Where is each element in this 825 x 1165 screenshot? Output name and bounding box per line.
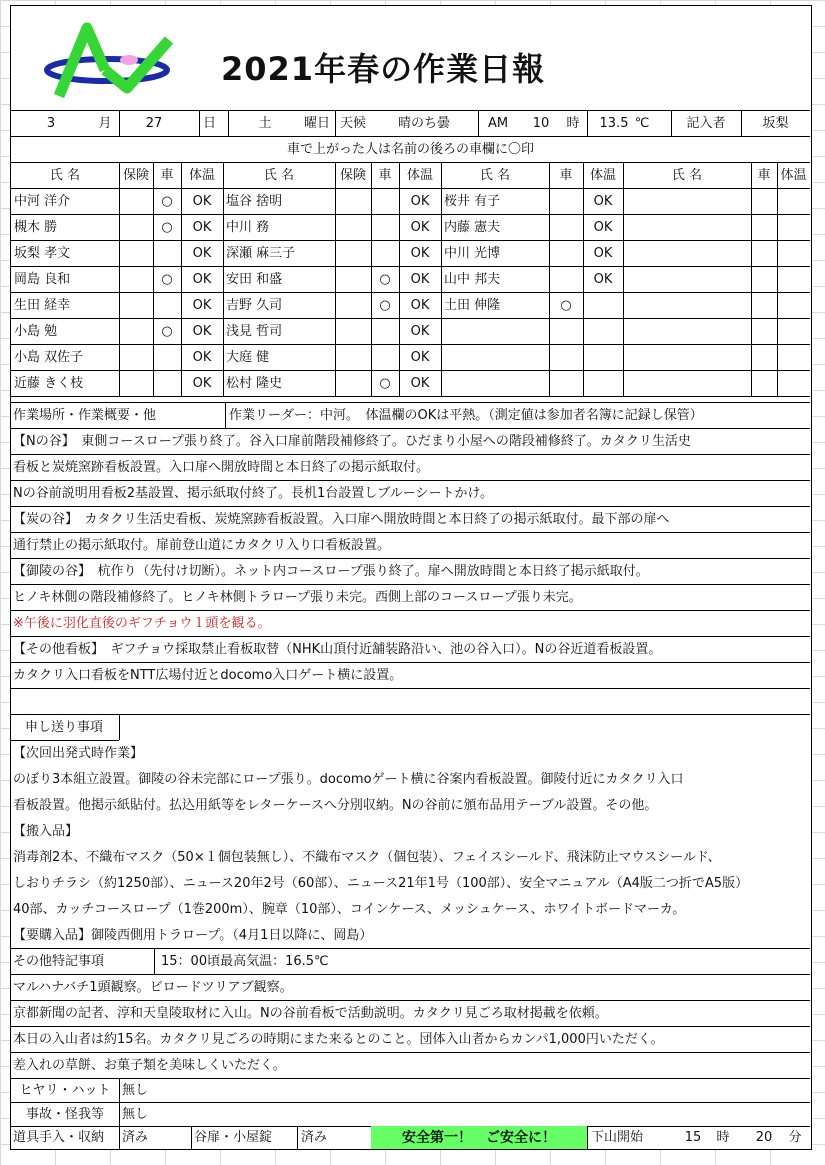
table-cell-name[interactable]: 小島 勉	[14, 323, 58, 339]
table-header-name: 氏 名	[671, 167, 703, 183]
rule-line	[119, 1102, 120, 1126]
table-cell-car[interactable]	[751, 370, 777, 396]
table-cell-insurance[interactable]	[335, 292, 371, 318]
table-cell-name[interactable]: 浅見 哲司	[226, 323, 283, 339]
table-cell-car[interactable]	[549, 344, 583, 370]
table-cell-temp[interactable]: OK	[410, 245, 430, 261]
table-cell-name[interactable]	[441, 344, 549, 370]
day-value[interactable]: 27	[145, 115, 163, 131]
temperature-value[interactable]: 13.5	[599, 115, 629, 131]
rule-line	[223, 162, 224, 396]
table-cell-car[interactable]	[371, 318, 399, 344]
table-cell-name[interactable]: 槻木 勝	[14, 219, 58, 235]
lock-value[interactable]: 済み	[301, 1130, 328, 1145]
tools-value[interactable]: 済み	[122, 1130, 149, 1145]
table-cell-car[interactable]	[153, 240, 181, 266]
table-cell-insurance[interactable]	[119, 318, 153, 344]
table-header-temp: 体温	[188, 167, 215, 183]
accident-label: 事故・怪我等	[25, 1106, 104, 1122]
table-cell-name[interactable]: 安田 和盛	[226, 271, 283, 287]
rule-line	[191, 1126, 192, 1149]
table-cell-temp[interactable]: OK	[410, 323, 430, 339]
table-cell-insurance[interactable]	[335, 266, 371, 292]
table-cell-temp[interactable]: OK	[192, 375, 212, 391]
table-cell-temp[interactable]	[777, 214, 810, 240]
table-cell-temp[interactable]: OK	[410, 193, 430, 209]
table-cell-car[interactable]: ○	[161, 193, 173, 209]
table-header-name: 氏 名	[49, 167, 81, 183]
table-cell-car[interactable]	[549, 188, 583, 214]
table-cell-car[interactable]: ○	[161, 271, 173, 287]
table-cell-name[interactable]	[441, 370, 549, 396]
rule-line	[181, 162, 182, 396]
special-notes-temperature: 15：00頃最高気温：16.5℃	[161, 953, 329, 969]
table-cell-car[interactable]: ○	[161, 323, 173, 339]
table-cell-temp[interactable]	[583, 292, 623, 318]
table-header-car: 車	[378, 167, 392, 183]
table-cell-car[interactable]	[153, 344, 181, 370]
descent-label: 下山開始	[591, 1130, 644, 1145]
table-cell-car[interactable]	[371, 214, 399, 240]
table-header-car: 車	[559, 167, 573, 183]
table-cell-name[interactable]: 吉野 久司	[226, 297, 283, 313]
table-cell-temp[interactable]: OK	[192, 271, 212, 287]
table-cell-name[interactable]	[623, 214, 751, 240]
table-cell-temp[interactable]	[777, 344, 810, 370]
weekday-value[interactable]: 土	[258, 115, 272, 131]
work-line: 通行禁止の掲示紙取付。扉前登山道にカタクリ入り口看板設置。	[13, 537, 391, 553]
table-cell-temp[interactable]: OK	[192, 297, 212, 313]
table-cell-insurance[interactable]	[119, 240, 153, 266]
rule-line	[335, 162, 336, 396]
table-cell-name[interactable]: 深瀬 麻三子	[226, 245, 296, 261]
special-note-line: 差入れの草餅、お菓子類を美味しくいただく。	[13, 1057, 286, 1073]
table-cell-name[interactable]: 生田 経幸	[14, 297, 71, 313]
table-cell-temp[interactable]: OK	[410, 271, 430, 287]
handover-line: 消毒剤2本、不織布マスク（50×１個包装無し）、不織布マスク（個包装）、フェイスシールド、飛沫防止マウスシールド、	[13, 849, 721, 865]
work-leader-note: 作業リーダー：中河。 体温欄のOKは平熱。（測定値は参加者名簿に記録し保管）	[229, 407, 703, 423]
table-cell-temp[interactable]: OK	[192, 219, 212, 235]
table-cell-car[interactable]	[371, 240, 399, 266]
rule-line	[11, 714, 810, 715]
rule-line	[583, 162, 584, 396]
handover-line: のぼり3本組立設置。御陵の谷未完部にロープ張り。docomoゲート横に谷案内看板設置。御陵付近にカタクリ入口	[13, 771, 684, 787]
rule-line	[587, 1126, 588, 1149]
table-cell-car[interactable]	[751, 292, 777, 318]
recorder-label: 記入者	[686, 115, 726, 131]
descent-minute[interactable]: 20	[755, 1130, 773, 1145]
handover-line: しおりチラシ（約1250部）、ニュース20年2号（60部）、ニュース21年1号（100部）、安全マニュアル（A4版二つ折でA5版）	[13, 875, 749, 891]
table-cell-car[interactable]	[371, 344, 399, 370]
table-cell-temp[interactable]	[583, 370, 623, 396]
table-cell-insurance[interactable]	[119, 266, 153, 292]
month-label: 月	[98, 115, 112, 131]
table-cell-temp[interactable]	[777, 318, 810, 344]
table-cell-temp[interactable]	[583, 318, 623, 344]
hour-label: 時	[566, 115, 580, 131]
rule-line	[119, 1126, 120, 1149]
work-line: 看板と炭焼窯跡看板設置。入口扉へ開放時間と本日終了の掲示紙取付。	[13, 459, 430, 475]
rule-line	[119, 1078, 120, 1102]
table-cell-name[interactable]: 桜井 有子	[444, 193, 501, 209]
hour-value[interactable]: 10	[532, 115, 550, 131]
table-cell-car[interactable]	[153, 370, 181, 396]
tools-label: 道具手入・収納	[13, 1130, 105, 1145]
table-header-temp: 体温	[406, 167, 433, 183]
rule-line	[11, 266, 810, 267]
car-note: 車で上がった人は名前の後ろの車欄に〇印	[286, 141, 534, 157]
table-header-car: 車	[757, 167, 771, 183]
table-cell-insurance[interactable]	[119, 188, 153, 214]
logo-icon	[41, 18, 176, 100]
rule-line	[371, 162, 372, 396]
table-cell-name[interactable]: 近藤 きく枝	[14, 375, 84, 391]
table-cell-name[interactable]: 中河 洋介	[14, 193, 71, 209]
rule-line	[11, 318, 810, 319]
special-note-line: 京都新聞の記者、淳和天皇陵取材に入山。Nの谷前看板で活動説明。カタクリ見ごろ取材掲載を依頼。	[13, 1005, 608, 1021]
work-line: ヒノキ林側の階段補修終了。ヒノキ林側トラロープ張り未完。西側上部のコースロープ張り未完。	[13, 589, 582, 605]
table-cell-car[interactable]	[549, 240, 583, 266]
work-line: Nの谷前説明用看板2基設置、掲示紙取付終了。長机1台設置しブルーシートかけ。	[13, 485, 493, 501]
special-notes-label: その他特記事項	[13, 953, 105, 969]
rule-line	[119, 162, 120, 396]
table-cell-car[interactable]	[751, 344, 777, 370]
table-cell-temp[interactable]	[777, 370, 810, 396]
rule-line	[11, 344, 810, 345]
weather-label: 天候	[339, 115, 366, 131]
work-line: 【御陵の谷】 杭作り（先付け切断）。ネット内コースロープ張り終了。扉へ開放時間と本日終了掲示紙取付。	[13, 563, 649, 579]
table-cell-car[interactable]	[549, 214, 583, 240]
rule-line	[441, 162, 442, 396]
table-cell-temp[interactable]: OK	[593, 245, 613, 261]
table-cell-insurance[interactable]	[119, 344, 153, 370]
weather-value[interactable]: 晴のち曇	[397, 115, 450, 131]
table-cell-temp[interactable]: OK	[410, 349, 430, 365]
hiyari-hatto-label: ヒヤリ・ハット	[19, 1082, 111, 1098]
table-cell-car[interactable]: ○	[161, 219, 173, 235]
table-cell-car[interactable]	[371, 188, 399, 214]
rule-line	[11, 240, 810, 241]
recorder-value[interactable]: 坂梨	[762, 115, 789, 131]
rule-line	[119, 714, 120, 740]
table-cell-temp[interactable]	[777, 266, 810, 292]
table-cell-name[interactable]: 坂梨 孝文	[14, 245, 71, 261]
table-cell-car[interactable]	[751, 266, 777, 292]
rule-line	[11, 214, 810, 215]
table-cell-temp[interactable]: OK	[192, 349, 212, 365]
table-cell-name[interactable]	[623, 370, 751, 396]
rule-line	[623, 162, 624, 396]
table-cell-temp[interactable]	[777, 292, 810, 318]
table-cell-name[interactable]: 山中 邦夫	[444, 271, 501, 287]
table-cell-name[interactable]: 内藤 憲夫	[444, 219, 501, 235]
table-cell-insurance[interactable]	[335, 188, 371, 214]
table-cell-name[interactable]	[441, 318, 549, 344]
table-cell-temp[interactable]	[777, 188, 810, 214]
table-header-insurance: 保険	[122, 167, 149, 183]
work-line: 【Nの谷】 東側コースロープ張り終了。谷入口扉前階段補修終了。ひだまり小屋への階段補修終了。カタクリ生活史	[13, 433, 691, 449]
table-cell-car[interactable]	[549, 318, 583, 344]
rule-line	[297, 1126, 298, 1149]
table-cell-car[interactable]	[751, 318, 777, 344]
special-note-line: 本日の入山者は約15名。カタクリ見ごろの時期にまた来るとのこと。団体入山者からカンパ1,000円いただく。	[13, 1031, 664, 1047]
table-cell-car[interactable]	[549, 266, 583, 292]
ampm-value[interactable]: AM	[487, 115, 509, 131]
table-cell-name[interactable]	[623, 344, 751, 370]
daily-report-form	[10, 5, 812, 1150]
rule-line	[399, 162, 400, 396]
handover-line: 【搬入品】	[13, 823, 79, 839]
rule-line	[11, 370, 810, 371]
table-cell-temp[interactable]: OK	[593, 271, 613, 287]
table-cell-temp[interactable]: OK	[593, 219, 613, 235]
rule-line	[549, 162, 550, 396]
accident-value[interactable]: 無し	[122, 1106, 149, 1122]
hour-unit: 時	[716, 1130, 730, 1145]
table-cell-car[interactable]	[751, 188, 777, 214]
work-line: 【炭の谷】 カタクリ生活史看板、炭焼窯跡看板設置。入口扉へ開放時間と本日終了の掲示紙取付。最下部の扉へ	[13, 511, 670, 527]
table-cell-temp[interactable]: OK	[192, 193, 212, 209]
table-cell-name[interactable]	[623, 266, 751, 292]
rule-line	[11, 292, 810, 293]
table-cell-insurance[interactable]	[119, 292, 153, 318]
rule-line	[225, 402, 226, 428]
table-cell-name[interactable]	[623, 240, 751, 266]
table-cell-temp[interactable]	[583, 344, 623, 370]
temperature-unit: ℃	[634, 115, 650, 131]
handover-label: 申し送り事項	[25, 719, 104, 735]
table-cell-name[interactable]: 土田 伸隆	[444, 297, 501, 313]
table-cell-temp[interactable]: OK	[410, 219, 430, 235]
table-cell-name[interactable]: 大庭 健	[226, 349, 270, 365]
table-header-insurance: 保険	[339, 167, 366, 183]
table-cell-insurance[interactable]	[119, 370, 153, 396]
table-cell-car[interactable]: ○	[379, 375, 391, 391]
rule-line	[751, 162, 752, 396]
table-cell-insurance[interactable]	[335, 370, 371, 396]
handover-line: 看板設置。他掲示紙貼付。払込用紙等をレターケースへ分別収納。Nの谷前に頒布品用テーブル設置。その他。	[13, 797, 658, 813]
lock-label: 谷扉・小屋錠	[194, 1130, 273, 1145]
table-cell-name[interactable]	[623, 292, 751, 318]
hiyari-hatto-value[interactable]: 無し	[122, 1082, 149, 1098]
table-header-name: 氏 名	[263, 167, 295, 183]
table-cell-name[interactable]: 小島 双佐子	[14, 349, 84, 365]
table-header-name: 氏 名	[479, 167, 511, 183]
table-cell-temp[interactable]: OK	[410, 375, 430, 391]
table-cell-insurance[interactable]	[335, 240, 371, 266]
special-note-line: マルハナバチ1頭観察。ビロードツリアブ観察。	[13, 979, 293, 995]
work-line	[11, 688, 810, 714]
rule-line	[154, 948, 155, 974]
rule-line	[153, 162, 154, 396]
handover-line: 【次回出発式時作業】	[13, 745, 144, 761]
rule-line	[11, 162, 810, 163]
rule-line	[777, 162, 778, 396]
table-cell-car[interactable]	[751, 214, 777, 240]
table-cell-temp[interactable]: OK	[410, 297, 430, 313]
handover-line: 40部、カッチコースロープ（1巻200m）、腕章（10部）、コインケース、メッシュケース、ホワイトボードマーカ。	[13, 901, 686, 917]
table-header-temp: 体温	[780, 167, 807, 183]
table-cell-name[interactable]: 塩谷 捨明	[226, 193, 283, 209]
day-label: 日	[202, 115, 216, 131]
table-cell-car[interactable]	[751, 240, 777, 266]
work-line: ※午後に羽化直後のギフチョウ１頭を観る。	[13, 615, 271, 631]
minute-unit: 分	[788, 1130, 802, 1145]
month-value[interactable]: 3	[46, 115, 56, 131]
table-cell-insurance[interactable]	[119, 214, 153, 240]
safety-banner: 安全第一！ ご安全に！	[371, 1126, 587, 1149]
table-cell-car[interactable]: ○	[379, 297, 391, 313]
table-cell-insurance[interactable]	[335, 214, 371, 240]
table-cell-temp[interactable]: OK	[192, 245, 212, 261]
report-title: 2021年春の作業日報	[221, 50, 546, 88]
weekday-label: 曜日	[303, 115, 330, 131]
table-cell-car[interactable]: ○	[560, 297, 572, 313]
table-cell-name[interactable]	[623, 318, 751, 344]
table-cell-car[interactable]: ○	[379, 271, 391, 287]
table-cell-name[interactable]: 中川 光博	[444, 245, 501, 261]
table-cell-car[interactable]	[153, 292, 181, 318]
table-header-car: 車	[160, 167, 174, 183]
work-section-label: 作業場所・作業概要・他	[13, 407, 157, 423]
rule-line	[11, 188, 810, 189]
table-cell-temp[interactable]: OK	[192, 323, 212, 339]
table-header-temp: 体温	[589, 167, 616, 183]
table-cell-name[interactable]: 岡島 良和	[14, 271, 71, 287]
work-line: 【その他看板】 ギフチョウ採取禁止看板取替（NHK山頂付近舗装路沿い、池の谷入口）。Nの谷近道看板設置。	[13, 641, 662, 657]
rule-line	[11, 396, 810, 397]
table-cell-name[interactable]: 中川 務	[226, 219, 270, 235]
table-cell-insurance[interactable]	[335, 344, 371, 370]
handover-line: 【要購入品】御陵西側用トラロープ。（4月1日以降に、岡島）	[13, 927, 373, 943]
table-cell-name[interactable]: 松村 隆史	[226, 375, 283, 391]
table-cell-temp[interactable]	[777, 240, 810, 266]
descent-hour[interactable]: 15	[684, 1130, 702, 1145]
table-cell-temp[interactable]: OK	[593, 193, 613, 209]
table-cell-insurance[interactable]	[335, 318, 371, 344]
table-cell-car[interactable]	[549, 370, 583, 396]
work-line: カタクリ入口看板をNTT広場付近とdocomo入口ゲート横に設置。	[13, 667, 403, 683]
table-cell-name[interactable]	[623, 188, 751, 214]
